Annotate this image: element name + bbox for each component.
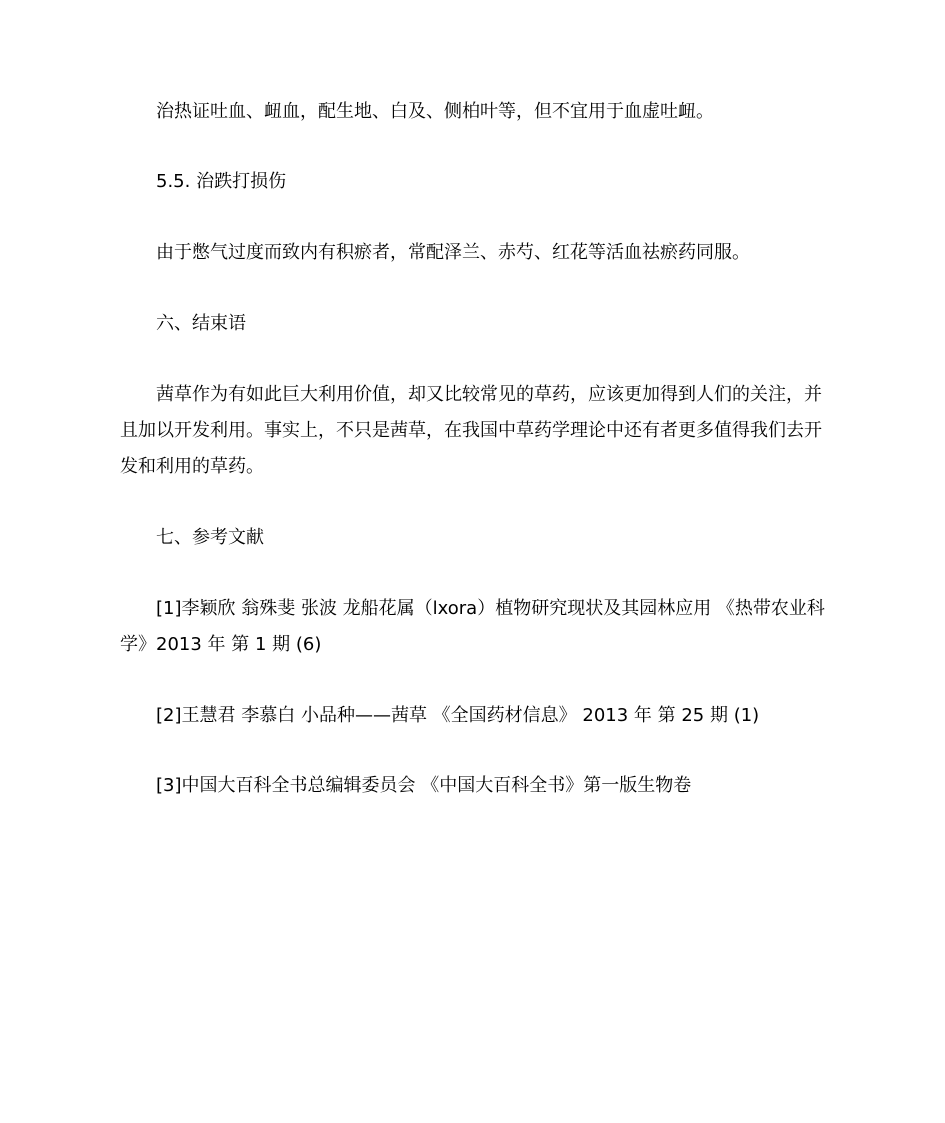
- paragraph-conclusion: 茜草作为有如此巨大利用价值，却又比较常见的草药，应该更加得到人们的关注，并且加以开发利用。事实上，不只是茜草，在我国中草药学理论中还有者更多值得我们去开发和利用的草药。: [120, 384, 822, 477]
- section-heading-5-5: 5.5. 治跌打损伤: [156, 171, 287, 192]
- paragraph-hemostasis-usage: 治热证吐血、衄血，配生地、白及、侧柏叶等，但不宜用于血虚吐衄。: [156, 101, 714, 122]
- section-heading-conclusion: 六、结束语: [156, 313, 246, 334]
- reference-item-2: [2]王慧君 李慕白 小品种——茜草 《全国药材信息》 2013 年 第 25 期 (1): [156, 705, 760, 726]
- reference-item-1: [1]李颖欣 翁殊斐 张波 龙船花属（lxora）植物研究现状及其园林应用 《热带农业科学》2013 年 第 1 期 (6): [120, 598, 825, 655]
- section-heading-references: 七、参考文献: [156, 527, 264, 548]
- paragraph-trauma-usage: 由于憋气过度而致内有积瘀者，常配泽兰、赤芍、红花等活血祛瘀药同服。: [156, 242, 750, 263]
- reference-item-3: [3]中国大百科全书总编辑委员会 《中国大百科全书》第一版生物卷: [156, 775, 692, 796]
